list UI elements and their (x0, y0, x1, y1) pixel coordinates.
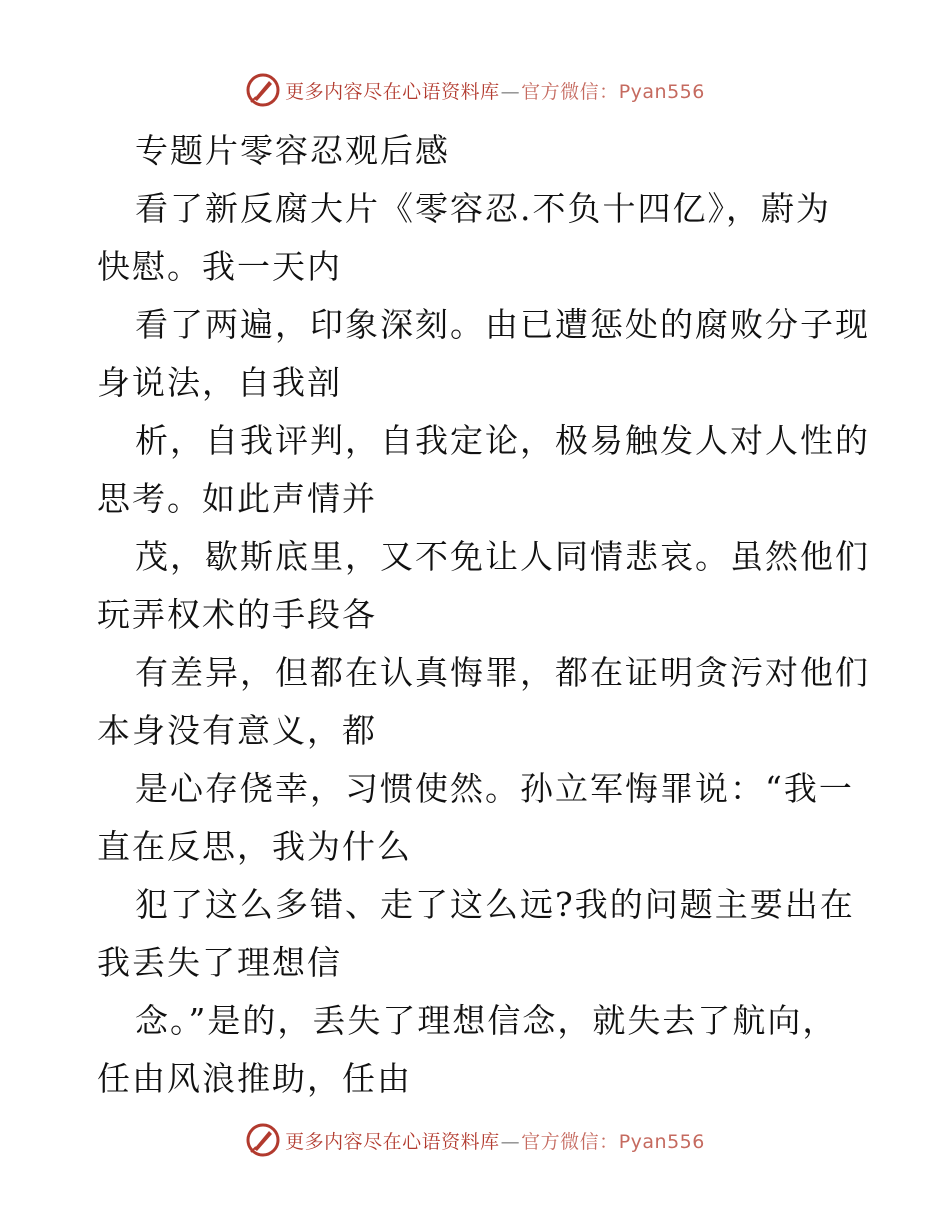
text-line: 看了两遍，印象深刻。由已遭惩处的腐败分子现 (135, 305, 870, 344)
watermark-text (285, 77, 705, 104)
watermark-wechat-label: 官方微信： (521, 80, 619, 103)
text-line: 看了新反腐大片《零容忍.不负十四亿》，蔚为 (135, 189, 831, 228)
quill-logo-icon (245, 1122, 281, 1158)
watermark-site: 更多内容尽在心语资料库 (285, 1130, 500, 1153)
text-line: 有差异，但都在认真悔罪，都在证明贪污对他们 (135, 653, 870, 692)
text-line: 析，自我评判，自我定论，极易触发人对人性的 (135, 421, 870, 460)
quill-logo-icon (245, 72, 281, 108)
watermark-separator: — (500, 1130, 521, 1153)
text-line: 任由风浪推助，任由 (97, 1059, 412, 1098)
watermark-wechat-label: 官方微信： (521, 1130, 619, 1153)
text-line: 思考。如此声情并 (97, 479, 377, 518)
text-line: 念。”是的，丢失了理想信念，就失去了航向， (135, 1001, 838, 1040)
text-line: 专题片零容忍观后感 (135, 131, 450, 170)
text-line: 是心存侥幸，习惯使然。孙立军悔罪说：“我一 (135, 769, 854, 808)
header-watermark (0, 70, 950, 110)
text-line: 直在反思，我为什么 (97, 827, 412, 866)
text-line: 犯了这么多错、走了这么远?我的问题主要出在 (135, 885, 855, 924)
text-line: 本身没有意义，都 (97, 711, 377, 750)
watermark-site: 更多内容尽在心语资料库 (285, 80, 500, 103)
watermark-wechat-id: Pyan556 (618, 1130, 705, 1153)
text-line: 快慰。我一天内 (97, 247, 342, 286)
footer-watermark (0, 1120, 950, 1160)
watermark-separator: — (500, 80, 521, 103)
text-line: 茂，歇斯底里，又不免让人同情悲哀。虽然他们 (135, 537, 870, 576)
text-line: 身说法，自我剖 (97, 363, 342, 402)
watermark-wechat-id: Pyan556 (618, 80, 705, 103)
document-body (97, 122, 870, 1108)
text-line: 玩弄权术的手段各 (97, 595, 377, 634)
watermark-text (285, 1127, 705, 1154)
text-line: 我丢失了理想信 (97, 943, 342, 982)
